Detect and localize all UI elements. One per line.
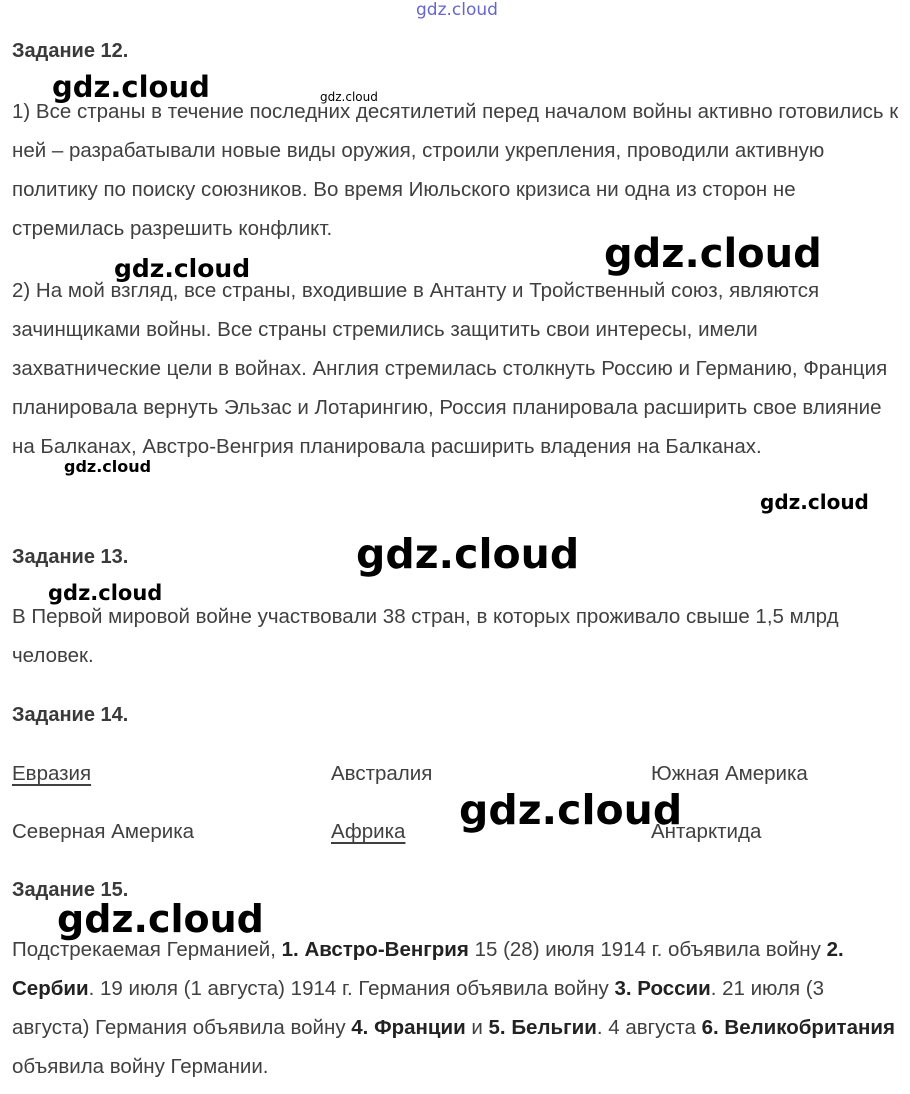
- watermark-text: gdz.cloud: [48, 581, 163, 605]
- continent-item-north-america: Северная Америка: [12, 820, 195, 843]
- task-15-text: и: [465, 1016, 489, 1039]
- watermark-text: gdz.cloud: [114, 254, 251, 283]
- watermark-text: gdz.cloud: [57, 897, 264, 941]
- watermark-text: gdz.cloud: [64, 457, 152, 476]
- task-15-text: . 4 августа: [596, 1016, 702, 1039]
- watermark-text: gdz.cloud: [320, 90, 378, 104]
- continent-item-africa: Африка: [331, 820, 406, 843]
- task-13-heading: Задание 13.: [12, 546, 129, 568]
- task-15-text: . 21 июля (3 августа) Германия объявила войну: [12, 977, 824, 1039]
- task-15-text: Подстрекаемая Германией,: [12, 938, 282, 961]
- task-15-heading: Задание 15.: [12, 879, 129, 901]
- task-15-answer: 2. Сербии: [12, 938, 844, 1000]
- task-15-answer: 5. Бельгии: [488, 1016, 597, 1039]
- task-15-answer: 3. России: [614, 977, 711, 1000]
- continent-item-south-america: Южная Америка: [651, 762, 808, 785]
- watermark-text: gdz.cloud: [760, 490, 869, 514]
- task-15-answer: 6. Великобритания: [701, 1016, 895, 1039]
- continent-item-eurasia: Евразия: [12, 762, 92, 785]
- task-15-answer: 1. Австро-Венгрия: [281, 938, 469, 961]
- watermark-text: gdz.cloud: [356, 530, 580, 578]
- task-15-text: 15 (28) июля 1914 г. объявила войну: [468, 938, 827, 961]
- watermark-text: gdz.cloud: [459, 786, 683, 834]
- task-13-paragraph: В Первой мировой войне участвовали 38 стран, в которых проживало свыше 1,5 млрд человек.: [12, 605, 839, 667]
- task-12-paragraph-2: 2) На мой взгляд, все страны, входившие в Антанту и Тройственный союз, являются зачинщиками войны. Все страны стремились защитить свои интересы, имели захватнические цели в войнах. Англия стремилась столкнуть Россию и Германию, Франция планировала вернуть Эльзас и Лотарингию, Россия планировала расширить свое влияние на Балканах, Австро-Венгрия планировала расширить владения на Балканах.: [12, 279, 888, 458]
- task-15-answer: 4. Франции: [351, 1016, 466, 1039]
- watermark-text: gdz.cloud: [604, 231, 822, 277]
- continent-item-antarctica: Антарктида: [651, 820, 762, 843]
- task-12-heading: Задание 12.: [12, 40, 129, 62]
- task-14-heading: Задание 14.: [12, 704, 129, 726]
- watermark-text: gdz.cloud: [416, 0, 498, 20]
- task-12-paragraph-1: 1) Все страны в течение последних десятилетий перед началом войны активно готовились к ней – разрабатывали новые виды оружия, строили укрепления, проводили активную политику по поиску союзников. Во время Июльского кризиса ни одна из сторон не стремилась разрешить конфликт.: [12, 100, 899, 240]
- continent-item-australia: Австралия: [331, 762, 433, 785]
- task-15-text: . 19 июля (1 августа) 1914 г. Германия объявила войну: [88, 977, 615, 1000]
- task-15-text: объявила войну Германии.: [12, 1055, 269, 1078]
- watermark-text: gdz.cloud: [52, 70, 210, 104]
- task-15-paragraph: [12, 930, 902, 1086]
